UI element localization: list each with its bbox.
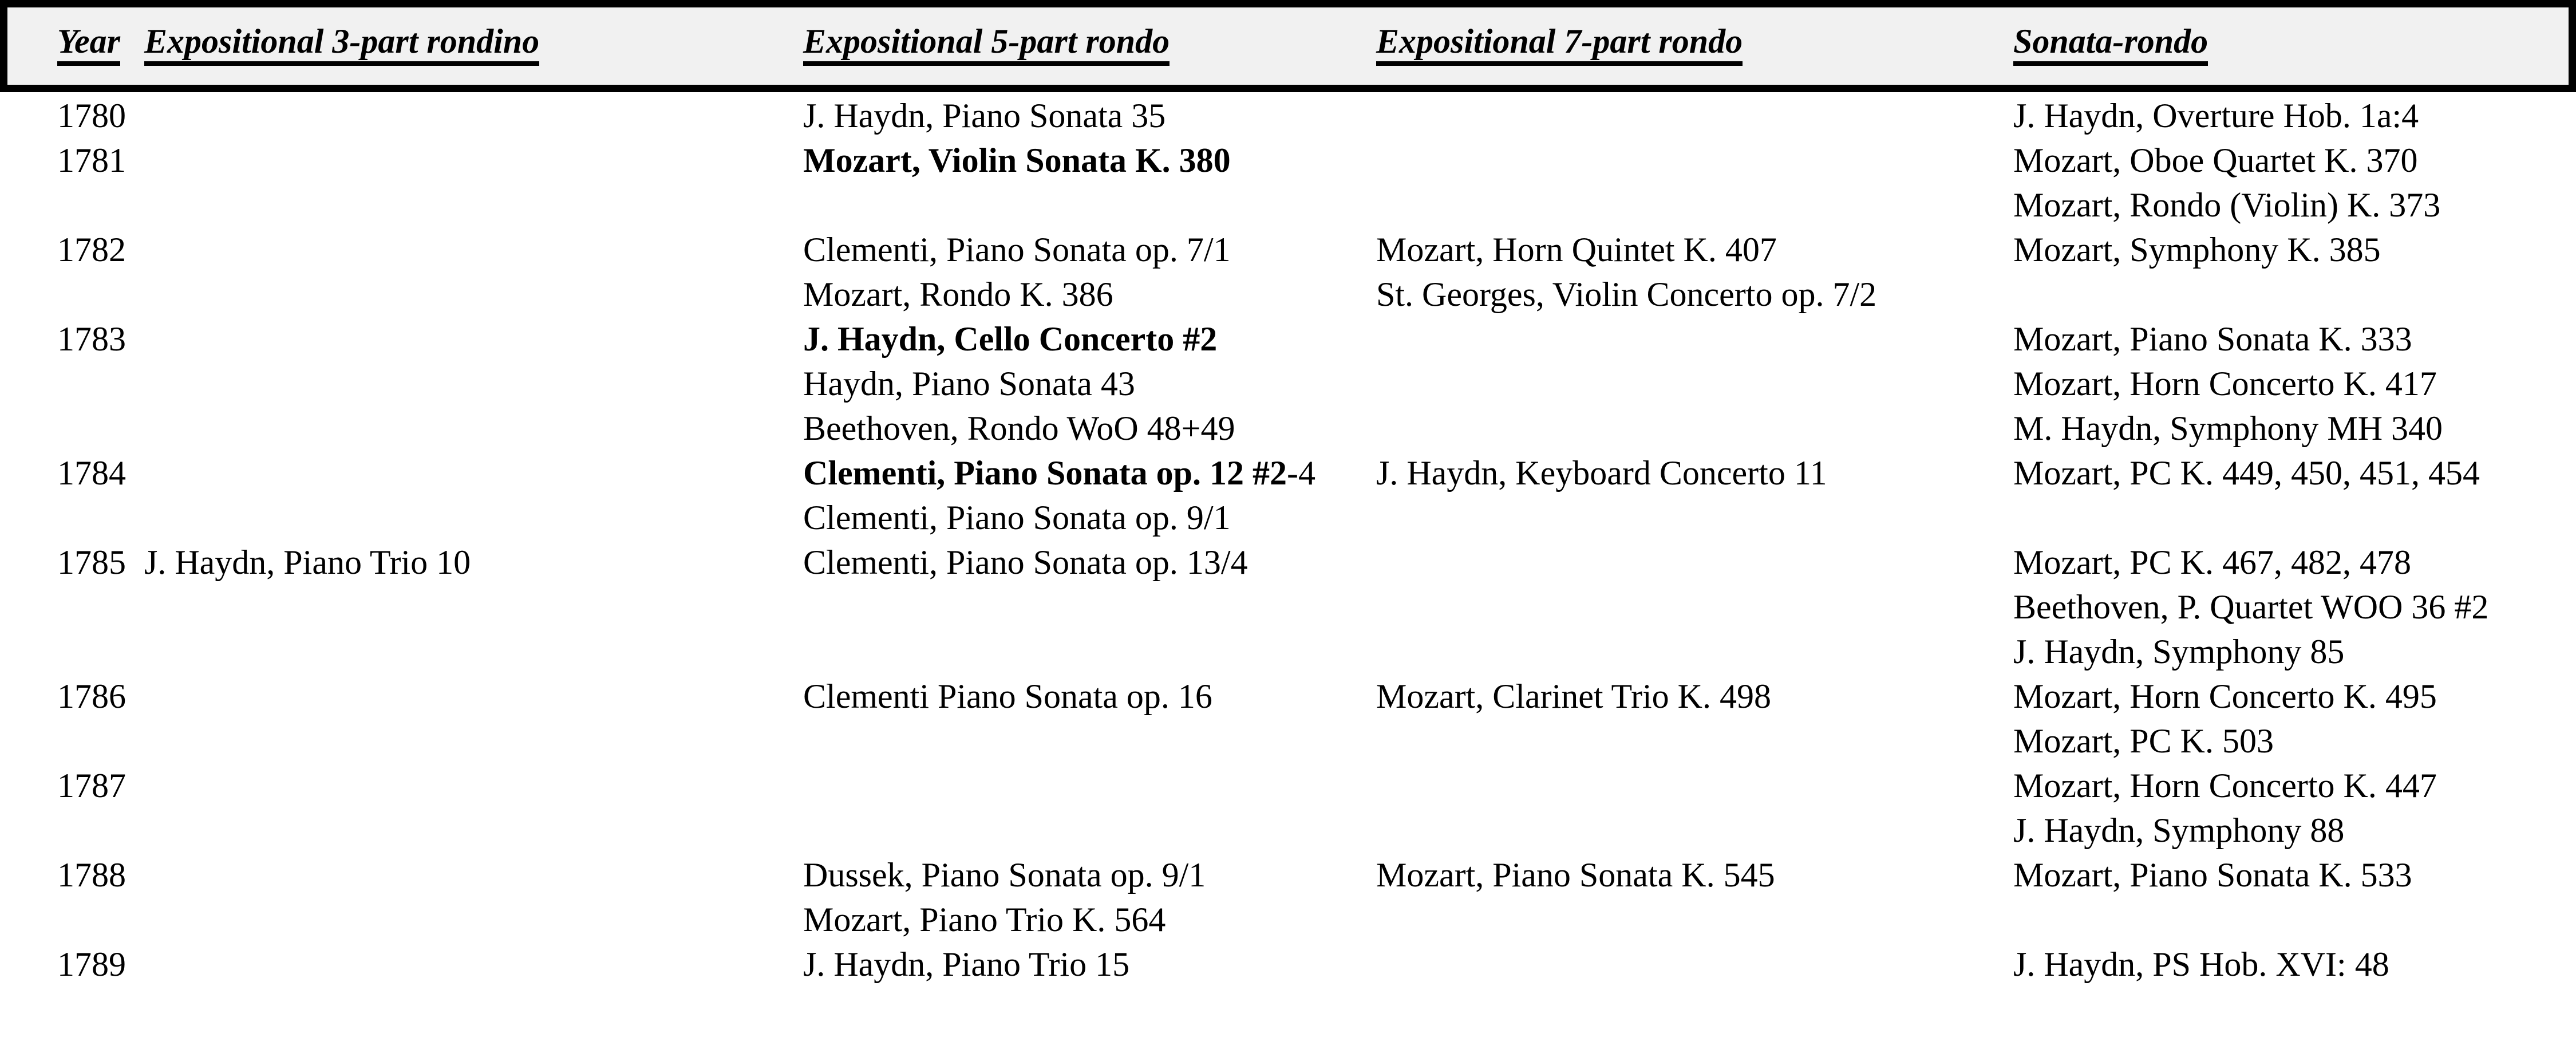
cell-rondo5 — [803, 138, 1231, 183]
cell-year — [57, 942, 126, 987]
text-segment: Beethoven, Rondo WoO 48+49 — [803, 409, 1235, 447]
text-segment: J. Haydn, Symphony 88 — [2013, 811, 2345, 849]
cell-sonata — [2013, 540, 2411, 585]
text-segment: J. Haydn, Piano Sonata 35 — [803, 97, 1166, 135]
cell-year — [57, 93, 126, 138]
column-header-rondo7: Expositional 7-part rondo — [1376, 24, 1743, 66]
text-segment: Mozart, Horn Concerto K. 417 — [2013, 365, 2437, 403]
table-line-13 — [0, 629, 2576, 674]
table-line-9 — [0, 451, 2576, 495]
text-segment: 1784 — [57, 454, 126, 492]
cell-year — [57, 317, 126, 361]
table-line-12 — [0, 585, 2576, 629]
cell-sonata — [2013, 227, 2381, 272]
cell-sonata — [2013, 183, 2440, 227]
text-segment: 1785 — [57, 543, 126, 581]
cell-sonata — [2013, 451, 2480, 495]
cell-sonata — [2013, 138, 2417, 183]
text-segment-bold: Clementi, Piano Sonata op. 12 #2 — [803, 454, 1287, 492]
cell-year — [57, 674, 126, 719]
text-segment: Clementi, Piano Sonata op. 9/1 — [803, 499, 1231, 537]
table-line-5 — [0, 272, 2576, 317]
text-segment: Clementi, Piano Sonata op. 7/1 — [803, 231, 1231, 269]
table-line-20 — [0, 942, 2576, 987]
text-segment: St. Georges, Violin Concerto op. 7/2 — [1376, 275, 1877, 313]
cell-rondo5 — [803, 451, 1315, 495]
text-segment: J. Haydn, Piano Trio 10 — [144, 543, 471, 581]
cell-year — [57, 138, 126, 183]
cell-sonata — [2013, 674, 2437, 719]
text-segment: Clementi Piano Sonata op. 16 — [803, 677, 1212, 715]
text-segment: Mozart, Rondo (Violin) K. 373 — [2013, 186, 2441, 224]
table-line-16 — [0, 763, 2576, 808]
text-segment: Mozart, Horn Quintet K. 407 — [1376, 231, 1777, 269]
text-segment: Mozart, Symphony K. 385 — [2013, 231, 2381, 269]
text-segment: J. Haydn, Symphony 85 — [2013, 633, 2345, 671]
cell-sonata — [2013, 942, 2389, 987]
table-line-3 — [0, 183, 2576, 227]
cell-rondo7 — [1376, 272, 1876, 317]
text-segment: Mozart, Horn Concerto K. 495 — [2013, 677, 2437, 715]
table-line-11 — [0, 540, 2576, 585]
text-segment: 1782 — [57, 231, 126, 269]
table-line-15 — [0, 719, 2576, 763]
text-segment: J. Haydn, Keyboard Concerto 11 — [1376, 454, 1827, 492]
table-line-19 — [0, 897, 2576, 942]
cell-rondo7 — [1376, 227, 1777, 272]
cell-sonata — [2013, 317, 2412, 361]
cell-rondo5 — [803, 674, 1212, 719]
table-line-18 — [0, 853, 2576, 897]
cell-rondo7 — [1376, 853, 1775, 897]
text-segment: 1780 — [57, 97, 126, 135]
cell-sonata — [2013, 763, 2437, 808]
table-line-17 — [0, 808, 2576, 853]
cell-rondo5 — [803, 897, 1165, 942]
cell-rondino3 — [144, 540, 471, 585]
cell-rondo5 — [803, 93, 1165, 138]
cell-sonata — [2013, 808, 2344, 853]
text-segment-bold: Mozart, Violin Sonata K. 380 — [803, 141, 1231, 179]
text-segment: Mozart, Clarinet Trio K. 498 — [1376, 677, 1771, 715]
text-segment: 1789 — [57, 945, 126, 983]
text-segment: Mozart, Piano Sonata K. 333 — [2013, 320, 2412, 358]
cell-rondo5 — [803, 495, 1231, 540]
table-header-cells — [0, 0, 2576, 92]
text-segment: 1781 — [57, 141, 126, 179]
table-line-8 — [0, 406, 2576, 451]
text-segment: Mozart, Oboe Quartet K. 370 — [2013, 141, 2418, 179]
table-line-14 — [0, 674, 2576, 719]
table-line-6 — [0, 317, 2576, 361]
cell-rondo5 — [803, 406, 1235, 451]
cell-rondo5 — [803, 942, 1129, 987]
text-segment: 1786 — [57, 677, 126, 715]
text-segment: Dussek, Piano Sonata op. 9/1 — [803, 856, 1206, 894]
text-segment: 1783 — [57, 320, 126, 358]
cell-sonata — [2013, 93, 2419, 138]
column-header-sonata: Sonata-rondo — [2013, 24, 2208, 66]
cell-rondo5 — [803, 272, 1113, 317]
table-line-4 — [0, 227, 2576, 272]
cell-year — [57, 853, 126, 897]
cell-year — [57, 540, 126, 585]
cell-sonata — [2013, 719, 2274, 763]
text-segment: Mozart, PC K. 503 — [2013, 722, 2274, 760]
cell-rondo5 — [803, 317, 1217, 361]
cell-year — [57, 451, 126, 495]
cell-rondo5 — [803, 540, 1248, 585]
text-segment: Mozart, Piano Sonata K. 533 — [2013, 856, 2412, 894]
cell-year — [57, 763, 126, 808]
text-segment: Mozart, Piano Sonata K. 545 — [1376, 856, 1775, 894]
text-segment: Mozart, Horn Concerto K. 447 — [2013, 767, 2437, 805]
text-segment: Mozart, PC K. 449, 450, 451, 454 — [2013, 454, 2480, 492]
text-segment: Beethoven, P. Quartet WOO 36 #2 — [2013, 588, 2489, 626]
text-segment: Mozart, Piano Trio K. 564 — [803, 901, 1166, 939]
cell-sonata — [2013, 406, 2443, 451]
table-line-10 — [0, 495, 2576, 540]
text-segment-bold: J. Haydn, Cello Concerto #2 — [803, 320, 1218, 358]
table-line-2 — [0, 138, 2576, 183]
cell-rondo5 — [803, 227, 1231, 272]
text-segment: M. Haydn, Symphony MH 340 — [2013, 409, 2443, 447]
text-segment: 1787 — [57, 767, 126, 805]
cell-rondo5 — [803, 853, 1206, 897]
text-segment: J. Haydn, Overture Hob. 1a:4 — [2013, 97, 2419, 135]
text-segment: -4 — [1287, 454, 1316, 492]
column-header-rondino3: Expositional 3-part rondino — [144, 24, 539, 66]
cell-sonata — [2013, 853, 2412, 897]
cell-rondo5 — [803, 361, 1135, 406]
text-segment: Mozart, PC K. 467, 482, 478 — [2013, 543, 2411, 581]
column-header-rondo5: Expositional 5-part rondo — [803, 24, 1170, 66]
column-header-year: Year — [57, 24, 120, 66]
text-segment: 1788 — [57, 856, 126, 894]
text-segment: J. Haydn, Piano Trio 15 — [803, 945, 1130, 983]
cell-rondo7 — [1376, 674, 1771, 719]
text-segment: Haydn, Piano Sonata 43 — [803, 365, 1135, 403]
text-segment: Clementi, Piano Sonata op. 13/4 — [803, 543, 1248, 581]
text-segment: J. Haydn, PS Hob. XVI: 48 — [2013, 945, 2389, 983]
table-line-1 — [0, 93, 2576, 138]
cell-sonata — [2013, 361, 2437, 406]
cell-rondo7 — [1376, 451, 1827, 495]
cell-sonata — [2013, 629, 2344, 674]
cell-year — [57, 227, 126, 272]
cell-sonata — [2013, 585, 2488, 629]
table-line-7 — [0, 361, 2576, 406]
text-segment: Mozart, Rondo K. 386 — [803, 275, 1113, 313]
